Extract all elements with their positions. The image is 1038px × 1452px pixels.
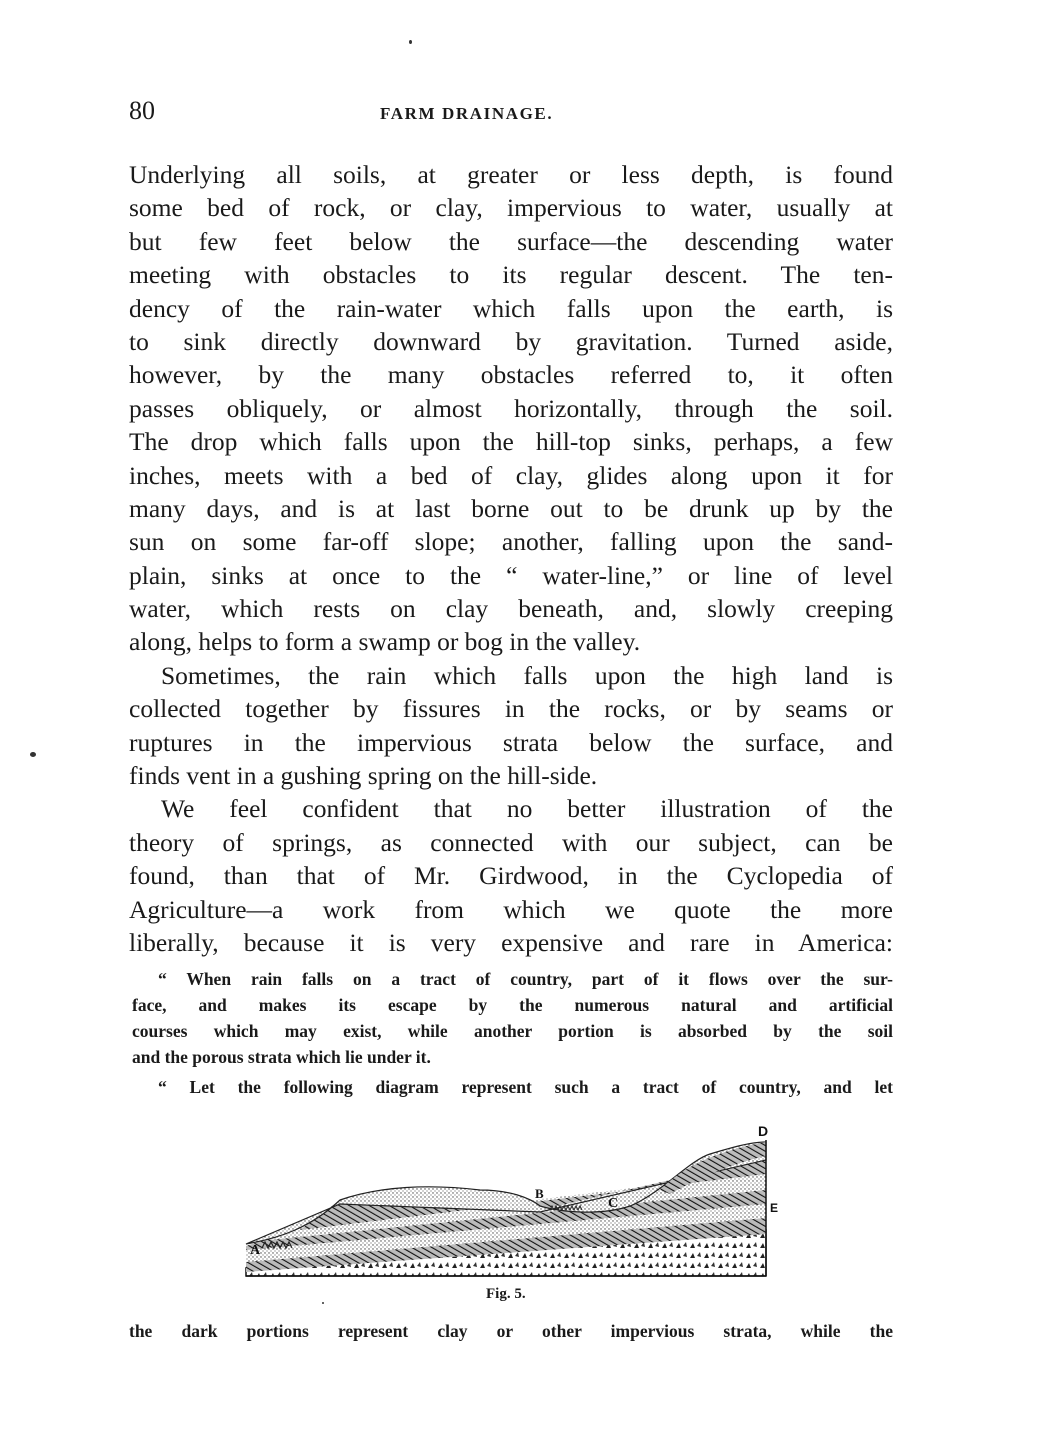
text-line: Agriculture—a work from which we quote the more	[129, 894, 893, 924]
text-line: many days, and is at last borne out to be drunk up by the	[129, 493, 893, 523]
strata-diagram	[240, 1120, 780, 1286]
label-d: D	[758, 1123, 769, 1139]
label-b: B	[535, 1186, 544, 1201]
text-line: liberally, because it is very expensive and rare in America:	[129, 927, 893, 957]
text-line: sun on some far-off slope; another, falling upon the sand-	[129, 527, 893, 557]
text-line: plain, sinks at once to the “ water-line,” or line of level	[129, 560, 893, 590]
text-line: passes obliquely, or almost horizontally, through the soil.	[129, 393, 893, 423]
text-line: We feel confident that no better illustration of the	[161, 794, 893, 824]
text-line: Sometimes, the rain which falls upon the high land is	[161, 660, 893, 690]
quote-line: “ Let the following diagram represent such a tract of country, and let	[158, 1077, 893, 1097]
quote-line: face, and makes its escape by the numerous natural and artificial	[132, 995, 893, 1015]
text-line: ruptures in the impervious strata below the surface, and	[129, 727, 893, 757]
margin-speck	[30, 752, 36, 757]
quote-line: courses which may exist, while another portion is absorbed by the soil	[132, 1021, 893, 1041]
text-line: however, by the many obstacles referred to, it often	[129, 360, 893, 390]
text-line: but few feet below the surface—the descending water	[129, 226, 893, 256]
text-line: meeting with obstacles to its regular descent. The ten-	[129, 260, 893, 290]
text-line: along, helps to form a swamp or bog in the valley.	[129, 627, 641, 657]
body-text	[129, 158, 893, 959]
quote-line: “ When rain falls on a tract of country, part of it flows over the sur-	[158, 969, 893, 989]
label-e: E	[770, 1201, 779, 1215]
text-line: theory of springs, as connected with our subject, can be	[129, 827, 893, 857]
text-line: finds vent in a gushing spring on the hill-side.	[129, 761, 598, 791]
text-line: Underlying all soils, at greater or less depth, is found	[129, 160, 893, 189]
text-line: some bed of rock, or clay, impervious to water, usually at	[129, 193, 893, 223]
figure-caption: Fig. 5.	[486, 1286, 526, 1302]
caption-speck	[322, 1302, 324, 1304]
continued-text-line: the dark portions represent clay or other impervious strata, while the	[129, 1321, 893, 1341]
text-line: to sink directly downward by gravitation. Turned aside,	[129, 326, 893, 356]
label-c: C	[608, 1196, 619, 1211]
text-line: water, which rests on clay beneath, and, slowly creeping	[129, 594, 893, 624]
text-line: dency of the rain-water which falls upon the earth, is	[129, 293, 893, 323]
quote-line: and the porous strata which lie under it.	[132, 1047, 431, 1067]
strata-diagram-svg	[240, 1120, 780, 1286]
text-line: The drop which falls upon the hill-top sinks, perhaps, a few	[129, 427, 893, 457]
quotation-block	[132, 966, 893, 1100]
running-head: FARM DRAINAGE.	[380, 104, 554, 123]
page-number: 80	[129, 96, 155, 125]
text-line: collected together by fissures in the rocks, or by seams or	[129, 694, 893, 724]
page-speck	[409, 40, 412, 44]
text-line: found, than that of Mr. Girdwood, in the Cyclopedia of	[129, 861, 893, 891]
label-a: A	[250, 1243, 261, 1258]
text-line: inches, meets with a bed of clay, glides along upon it for	[129, 460, 893, 490]
